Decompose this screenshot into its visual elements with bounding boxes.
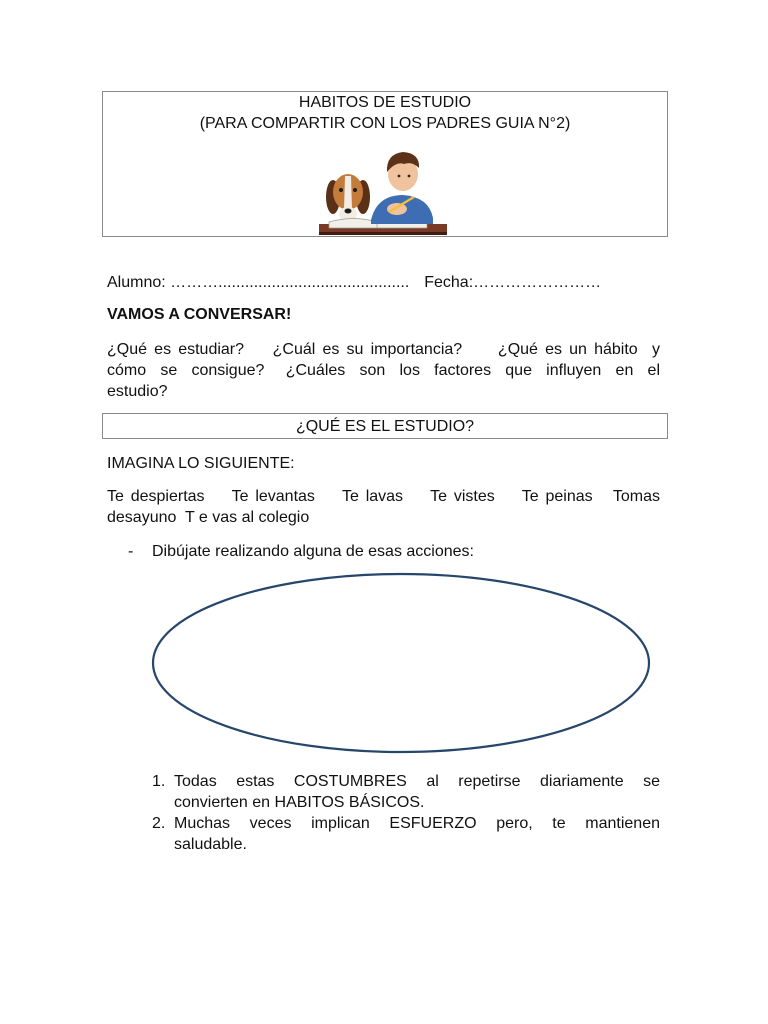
list-item-line: Muchas veces implican ESFUERZO pero, te mantienen [174, 815, 660, 832]
list-item [152, 813, 660, 855]
conclusions-list [152, 771, 660, 855]
drawing-instruction: Dibújate realizando alguna de esas acciones: [152, 543, 474, 560]
date-label: Fecha: [424, 274, 474, 291]
list-item-line: Todas estas COSTUMBRES al repetirse diariamente se [174, 773, 660, 790]
section-title: ¿QUÉ ES EL ESTUDIO? [295, 418, 475, 435]
worksheet-title: HABITOS DE ESTUDIO [298, 94, 472, 111]
daily-actions-line: Te despiertas Te levantas Te lavas Te vistes Te peinas Tomas [107, 488, 660, 505]
date-blank: …………………… [473, 274, 602, 291]
conversation-heading: VAMOS A CONVERSAR! [107, 306, 292, 323]
daily-actions-line: desayuno T e vas al colegio [107, 509, 310, 526]
list-item [152, 771, 660, 813]
activity-heading: IMAGINA LO SIGUIENTE: [107, 455, 295, 472]
list-item-line: convierten en HABITOS BÁSICOS. [174, 794, 425, 811]
intro-questions [107, 339, 660, 402]
list-item-number: 1. [152, 773, 166, 790]
drawing-area-ellipse[interactable] [150, 571, 652, 757]
student-label: Alumno: [107, 274, 166, 291]
boy-reading-with-dog-icon [319, 142, 451, 236]
worksheet-subtitle: (PARA COMPARTIR CON LOS PADRES GUIA N°2) [199, 115, 571, 132]
header-box [102, 91, 668, 237]
daily-actions [107, 486, 660, 528]
intro-questions-line: ¿Qué es estudiar? ¿Cuál es su importancia? ¿Qué es un hábito y [107, 341, 660, 358]
list-item-line: saludable. [174, 836, 247, 853]
intro-questions-line: estudio? [107, 383, 168, 400]
list-item-number: 2. [152, 815, 166, 832]
student-name-blank: ………........................................... [170, 274, 410, 291]
intro-questions-line: cómo se consigue? ¿Cuáles son los factores que influyen en el [107, 362, 660, 379]
student-date-line [107, 273, 667, 293]
section-title-box [102, 413, 668, 439]
bullet-dash: - [128, 543, 134, 560]
